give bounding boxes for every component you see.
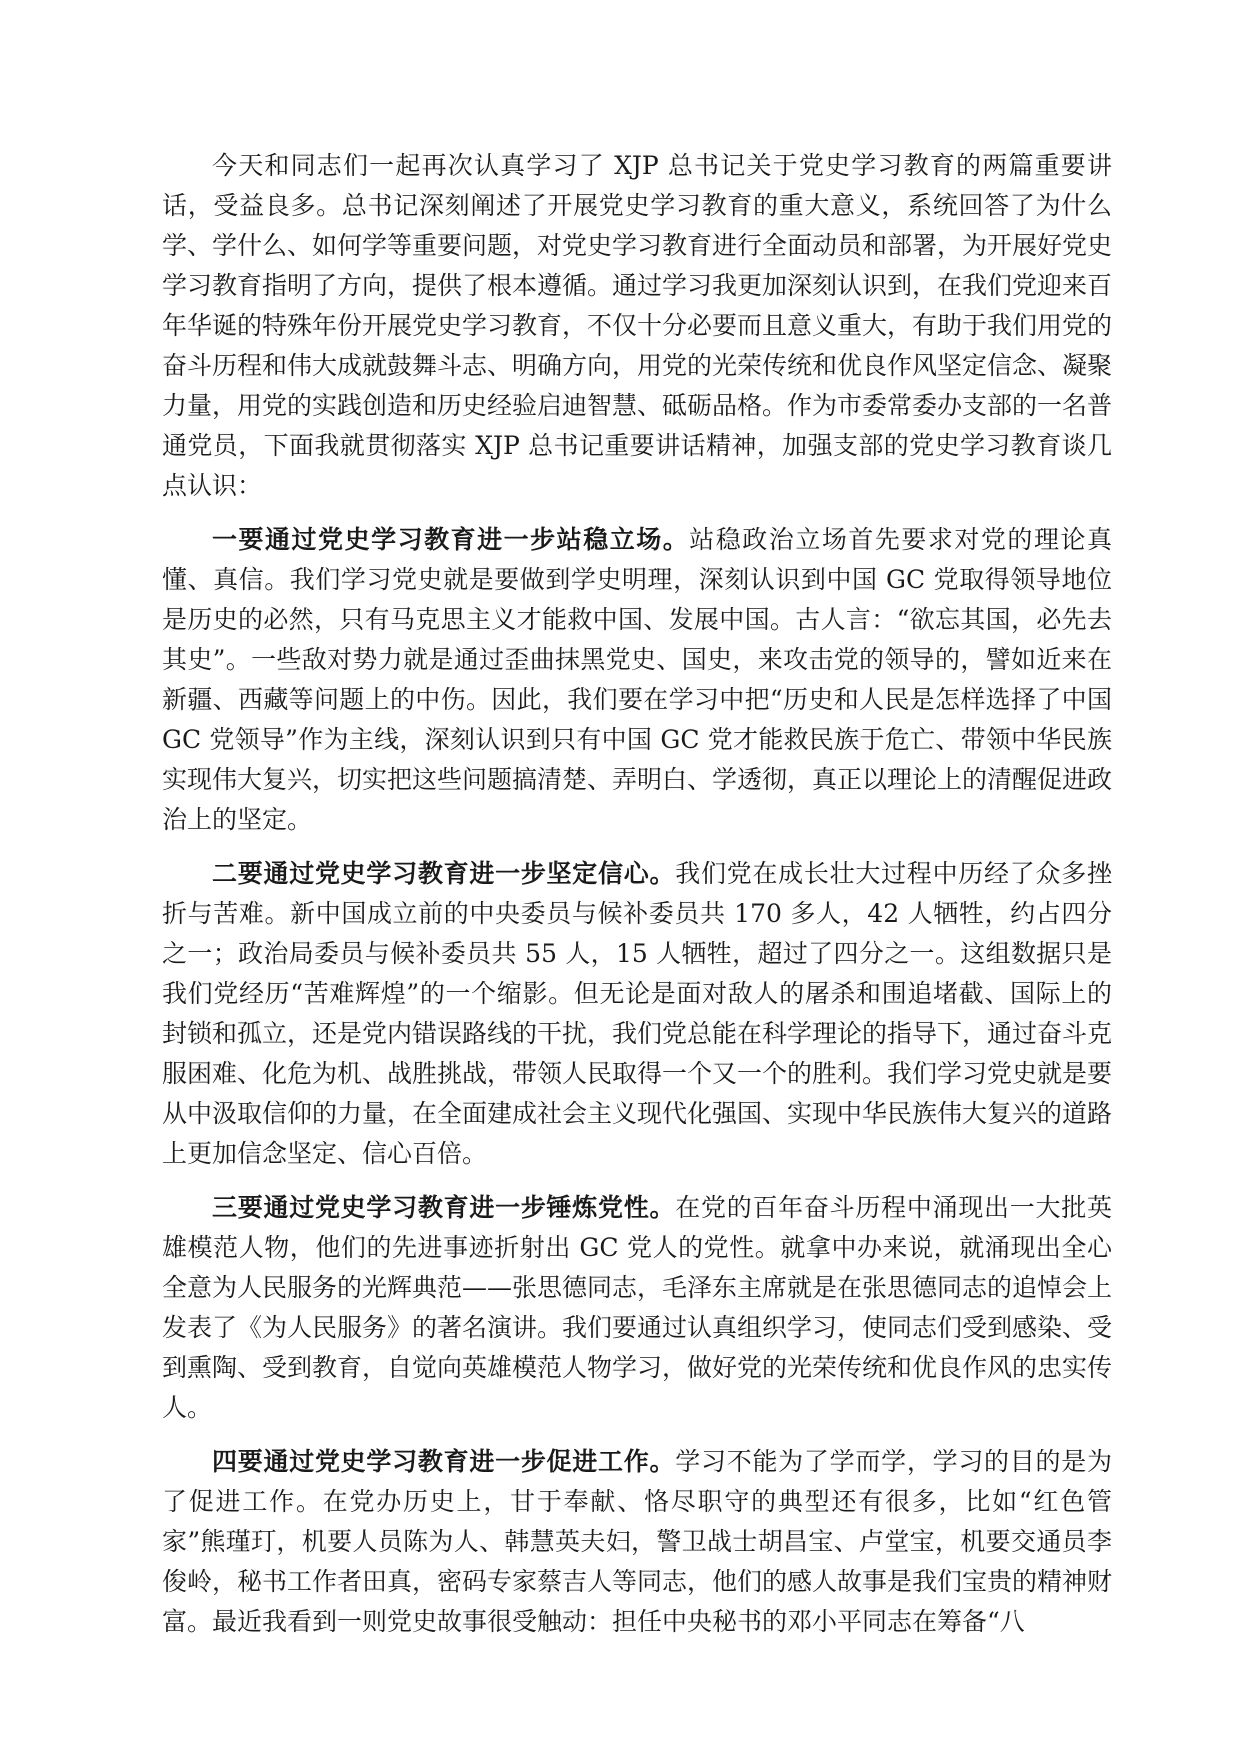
document-body (162, 146, 1112, 1656)
paragraph-lead: 一要通过党史学习教育进一步站稳立场。 (212, 525, 690, 554)
point-three-paragraph (162, 1188, 1112, 1428)
point-two-paragraph (162, 854, 1112, 1174)
paragraph-text: 学习不能为了学而学，学习的目的是为了促进工作。在党办历史上，甘于奉献、恪尽职守的典型还有很多，比如“红色管家”熊瑾玎，机要人员陈为人、韩慧英夫妇，警卫战士胡昌宝、卢堂宝，机要交通员李俊岭，秘书工作者田真，密码专家蔡吉人等同志，他们的感人故事是我们宝贵的精神财富。最近我看到一则党史故事很受触动：担任中央秘书的邓小平同志在筹备“八 (162, 1447, 1113, 1636)
paragraph-text: 站稳政治立场首先要求对党的理论真懂、真信。我们学习党史就是要做到学史明理，深刻认识到中国 GC 党取得领导地位是历史的必然，只有马克思主义才能救中国、发展中国。古人言：“欲忘其国，必先去其史”。一些敌对势力就是通过歪曲抹黑党史、国史，来攻击党的领导的，譬如近来在新疆、西藏等问题上的中伤。因此，我们要在学习中把“历史和人民是怎样选择了中国 GC 党领导”作为主线，深刻认识到只有中国 GC 党才能救民族于危亡、带领中华民族实现伟大复兴，切实把这些问题搞清楚、弄明白、学透彻，真正以理论上的清醒促进政治上的坚定。 (162, 525, 1113, 834)
paragraph-text: 今天和同志们一起再次认真学习了 XJP 总书记关于党史学习教育的两篇重要讲话，受益良多。总书记深刻阐述了开展党史学习教育的重大意义，系统回答了为什么学、学什么、如何学等重要问题，对党史学习教育进行全面动员和部署，为开展好党史学习教育指明了方向，提供了根本遵循。通过学习我更加深刻认识到，在我们党迎来百年华诞的特殊年份开展党史学习教育，不仅十分必要而且意义重大，有助于我们用党的奋斗历程和伟大成就鼓舞斗志、明确方向，用党的光荣传统和优良作风坚定信念、凝聚力量，用党的实践创造和历史经验启迪智慧、砥砺品格。作为市委常委办支部的一名普通党员，下面我就贯彻落实 XJP 总书记重要讲话精神，加强支部的党史学习教育谈几点认识： (162, 151, 1113, 500)
point-four-paragraph (162, 1442, 1112, 1642)
paragraph-text: 我们党在成长壮大过程中历经了众多挫折与苦难。新中国成立前的中央委员与候补委员共 170 多人，42 人牺牲，约占四分之一；政治局委员与候补委员共 55 人，15 人牺牲，超过了四分之一。这组数据只是我们党经历“苦难辉煌”的一个缩影。但无论是面对敌人的屠杀和围追堵截、国际上的封锁和孤立，还是党内错误路线的干扰，我们党总能在科学理论的指导下，通过奋斗克服困难、化危为机、战胜挑战，带领人民取得一个又一个的胜利。我们学习党史就是要从中汲取信仰的力量，在全面建成社会主义现代化强国、实现中华民族伟大复兴的道路上更加信念坚定、信心百倍。 (162, 859, 1113, 1168)
intro-paragraph (162, 146, 1112, 506)
paragraph-lead: 四要通过党史学习教育进一步促进工作。 (212, 1447, 676, 1476)
paragraph-text: 在党的百年奋斗历程中涌现出一大批英雄模范人物，他们的先进事迹折射出 GC 党人的党性。就拿中办来说，就涌现出全心全意为人民服务的光辉典范——张思德同志，毛泽东主席就是在张思德同志的追悼会上发表了《为人民服务》的著名演讲。我们要通过认真组织学习，使同志们受到感染、受到熏陶、受到教育，自觉向英雄模范人物学习，做好党的光荣传统和优良作风的忠实传人。 (162, 1193, 1113, 1422)
paragraph-lead: 二要通过党史学习教育进一步坚定信心。 (212, 859, 676, 888)
point-one-paragraph (162, 520, 1112, 840)
paragraph-lead: 三要通过党史学习教育进一步锤炼党性。 (212, 1193, 676, 1222)
